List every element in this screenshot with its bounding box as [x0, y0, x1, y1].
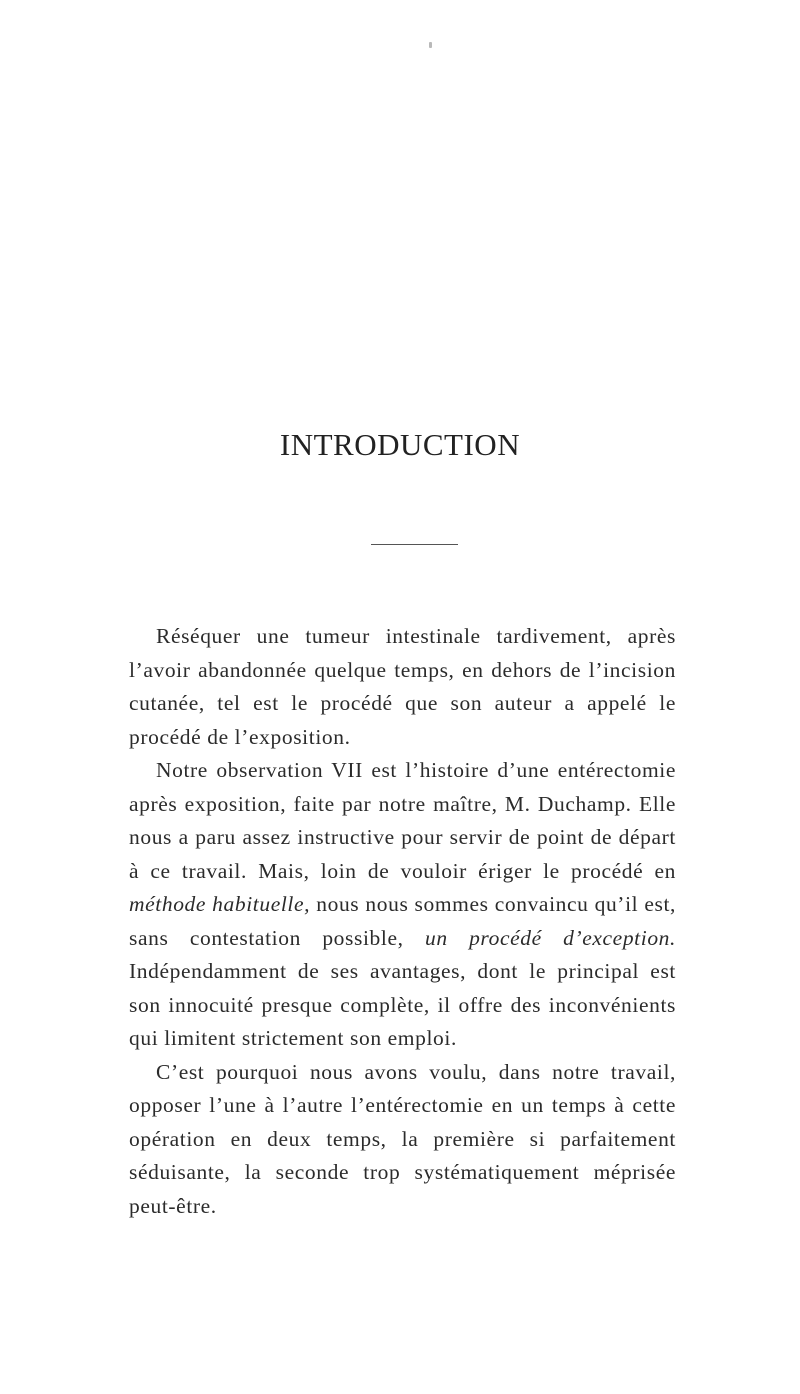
italic-text: méthode habituelle,: [129, 892, 311, 916]
text-segment: C’est pourquoi nous avons voulu, dans notre travail, opposer l’une à l’autre l’entérectomie en un temps à cette opération en deux temps, la première si parfaitement séduisante, la seconde trop systématiquement méprisée peut-être.: [129, 1059, 676, 1218]
text-segment: nous nous sommes convaincu qu’il est, sans contestation possible,: [129, 892, 676, 950]
text-segment: Réséquer une tumeur intestinale tardivement, après l’avoir abandonnée quelque temps, en dehors de l’incision cutanée, tel est le procédé que son auteur a appelé le procédé de l’exposition.: [129, 624, 676, 749]
paragraph: [129, 1056, 676, 1224]
text-segment: Indépendamment de ses avantages, dont le principal est son innocuité presque complète, il offre des inconvénients qui limitent strictement son emploi.: [129, 959, 676, 1050]
paragraph: [129, 620, 676, 754]
body-text: [129, 620, 676, 1223]
paragraph: [129, 754, 676, 1056]
italic-text: un procédé d’exception.: [424, 925, 676, 950]
text-segment: Notre observation VII est l’histoire d’une entérectomie après exposition, faite par notre maître, M. Duchamp. Elle nous a paru assez instructive pour servir de point de départ à ce travail. Mais, loin de vouloir ériger le procédé en: [129, 758, 676, 883]
title-divider: [371, 544, 458, 545]
print-speck: [429, 42, 432, 48]
chapter-title: INTRODUCTION: [279, 427, 521, 462]
